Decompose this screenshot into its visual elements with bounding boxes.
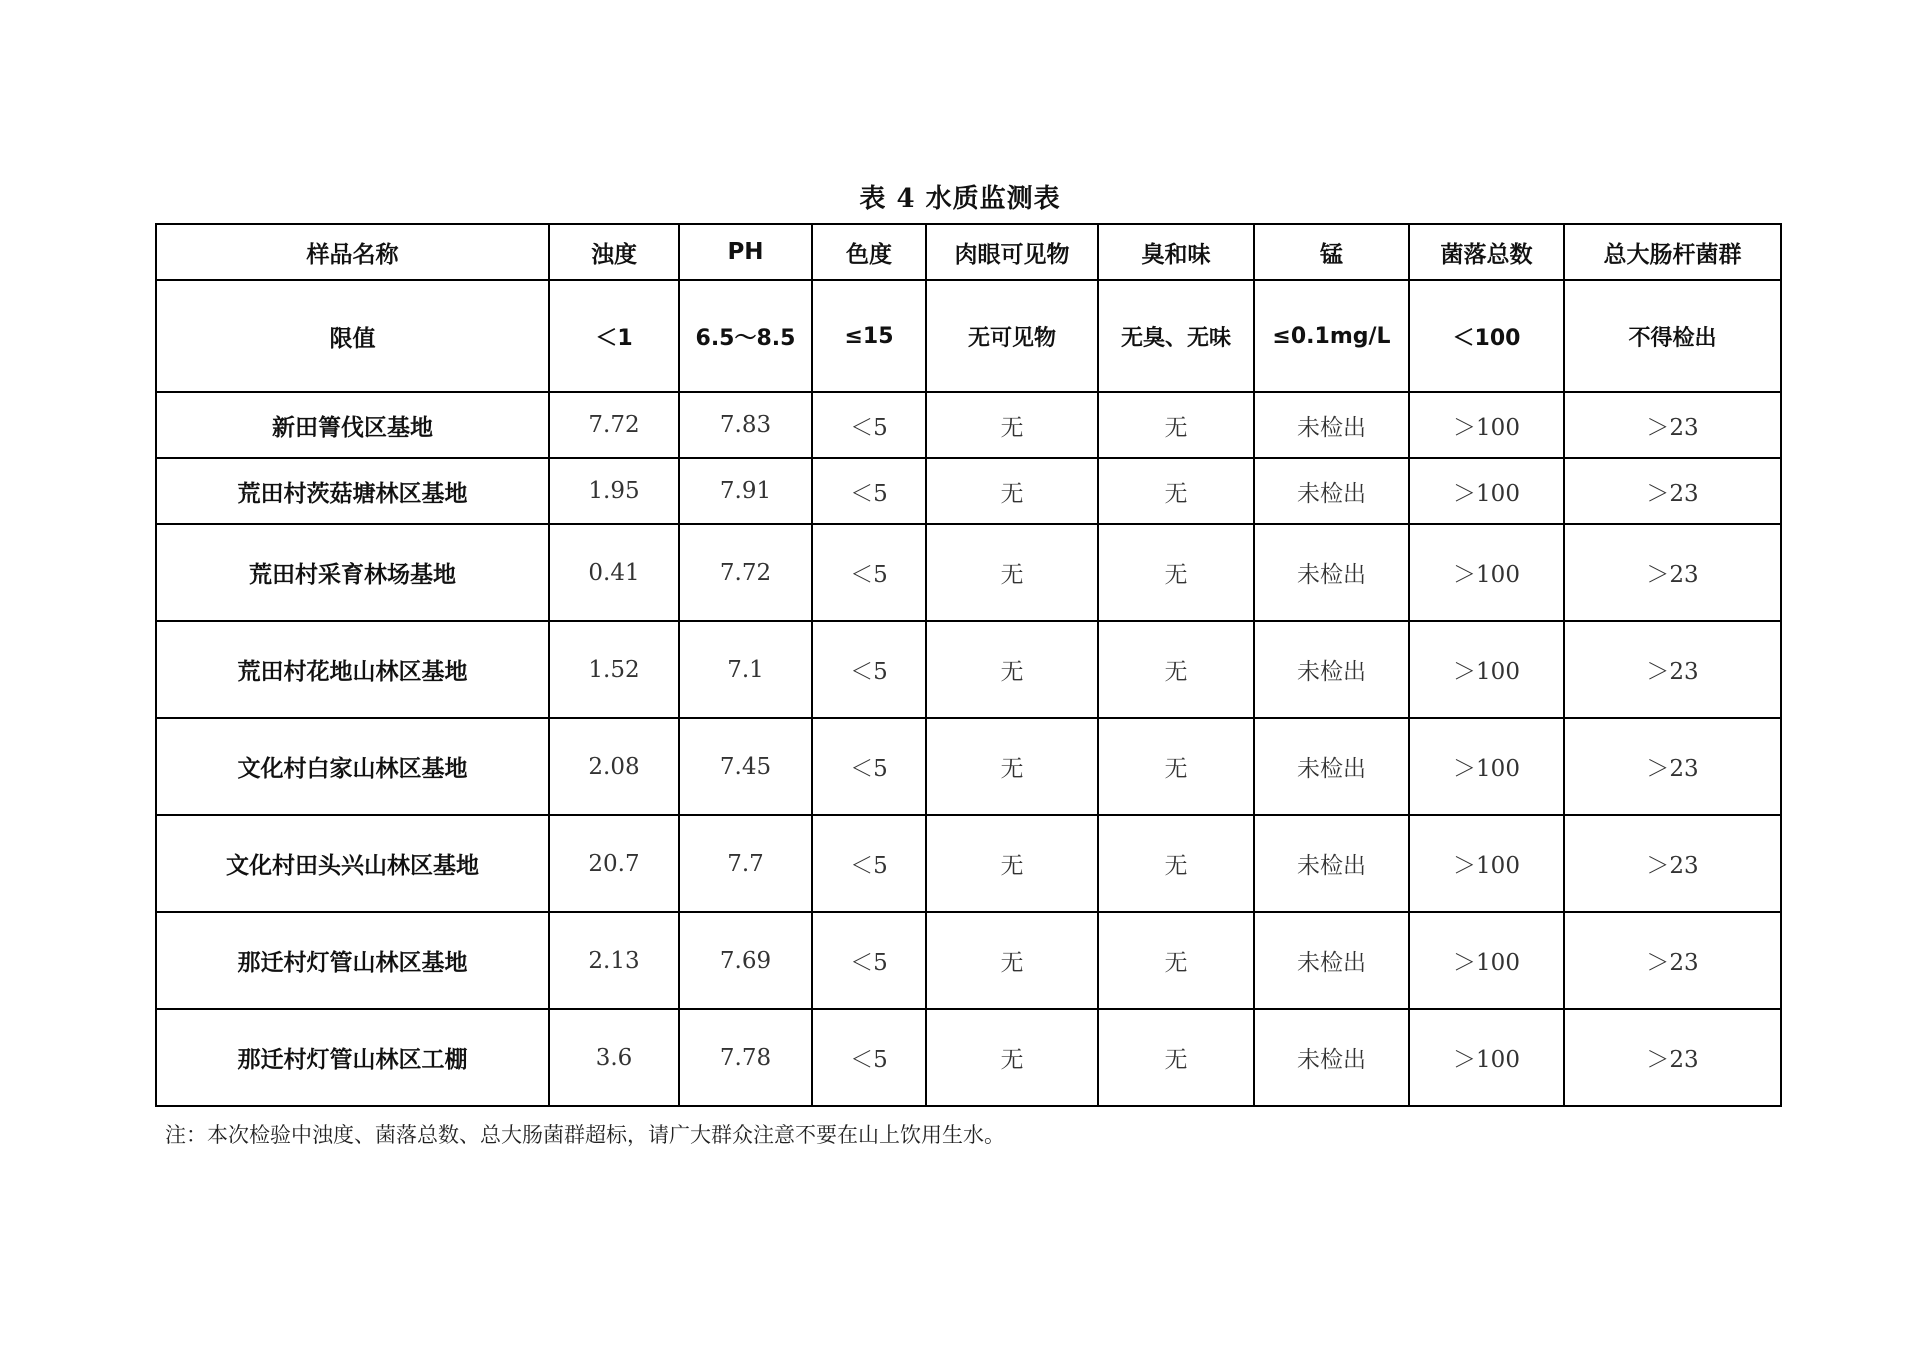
table-cell: 2.13 xyxy=(549,912,679,1009)
table-row xyxy=(156,912,1781,1009)
limit-cell: 不得检出 xyxy=(1564,280,1781,392)
table-cell: 未检出 xyxy=(1254,912,1409,1009)
table-cell: 无 xyxy=(1098,1009,1254,1106)
table-cell: ＞100 xyxy=(1409,1009,1564,1106)
table-cell: 7.69 xyxy=(679,912,812,1009)
sample-name-cell: 文化村白家山林区基地 xyxy=(156,718,549,815)
table-cell: 无 xyxy=(1098,458,1254,524)
table-cell: 2.08 xyxy=(549,718,679,815)
table-cell: ＞100 xyxy=(1409,458,1564,524)
table-cell: 未检出 xyxy=(1254,392,1409,458)
limit-label: 限值 xyxy=(156,280,549,392)
table-cell: ＞100 xyxy=(1409,718,1564,815)
table-cell: 3.6 xyxy=(549,1009,679,1106)
column-header-sample-name: 样品名称 xyxy=(156,224,549,280)
table-cell: 无 xyxy=(1098,718,1254,815)
sample-name-cell: 文化村田头兴山林区基地 xyxy=(156,815,549,912)
limit-cell: 无可见物 xyxy=(926,280,1098,392)
sample-name-cell: 新田箐伐区基地 xyxy=(156,392,549,458)
table-cell: 无 xyxy=(926,815,1098,912)
table-cell: 未检出 xyxy=(1254,1009,1409,1106)
column-header-ph: PH xyxy=(679,224,812,280)
header-row xyxy=(156,224,1781,280)
table-cell: 1.95 xyxy=(549,458,679,524)
sample-name-cell: 荒田村茨菇塘林区基地 xyxy=(156,458,549,524)
limit-cell: ＜100 xyxy=(1409,280,1564,392)
table-cell: 无 xyxy=(926,1009,1098,1106)
table-cell: ＞100 xyxy=(1409,912,1564,1009)
limit-cell: ≤15 xyxy=(812,280,926,392)
table-cell: 无 xyxy=(926,621,1098,718)
table-cell: 未检出 xyxy=(1254,621,1409,718)
column-header-turbidity: 浊度 xyxy=(549,224,679,280)
table-cell: 无 xyxy=(1098,912,1254,1009)
table-row xyxy=(156,392,1781,458)
table-cell: 7.7 xyxy=(679,815,812,912)
table-cell: ＞23 xyxy=(1564,912,1781,1009)
table-cell: ＜5 xyxy=(812,392,926,458)
table-cell: 无 xyxy=(1098,621,1254,718)
table-cell: ＜5 xyxy=(812,718,926,815)
table-cell: 0.41 xyxy=(549,524,679,621)
table-cell: 7.1 xyxy=(679,621,812,718)
table-cell: 无 xyxy=(1098,815,1254,912)
table-cell: 无 xyxy=(926,392,1098,458)
table-cell: 无 xyxy=(926,718,1098,815)
table-row xyxy=(156,1009,1781,1106)
table-cell: 无 xyxy=(1098,524,1254,621)
table-cell: 7.78 xyxy=(679,1009,812,1106)
sample-name-cell: 那迁村灯管山林区工棚 xyxy=(156,1009,549,1106)
table-cell: ＞23 xyxy=(1564,815,1781,912)
column-header-coliforms: 总大肠杆菌群 xyxy=(1564,224,1781,280)
sample-name-cell: 那迁村灯管山林区基地 xyxy=(156,912,549,1009)
table-cell: 未检出 xyxy=(1254,524,1409,621)
table-cell: 7.72 xyxy=(549,392,679,458)
table-cell: 无 xyxy=(926,524,1098,621)
table-cell: ＞23 xyxy=(1564,524,1781,621)
table-cell: ＞100 xyxy=(1409,621,1564,718)
table-cell: 7.45 xyxy=(679,718,812,815)
table-row xyxy=(156,718,1781,815)
limit-row xyxy=(156,280,1781,392)
table-cell: 无 xyxy=(926,912,1098,1009)
sample-name-cell: 荒田村花地山林区基地 xyxy=(156,621,549,718)
table-cell: 1.52 xyxy=(549,621,679,718)
table-cell: ＞100 xyxy=(1409,524,1564,621)
water-quality-table xyxy=(155,223,1782,1107)
sample-name-cell: 荒田村采育林场基地 xyxy=(156,524,549,621)
table-cell: ＞100 xyxy=(1409,392,1564,458)
table-cell: ＞23 xyxy=(1564,458,1781,524)
limit-cell: ≤0.1mg/L xyxy=(1254,280,1409,392)
table-cell: 未检出 xyxy=(1254,718,1409,815)
table-row xyxy=(156,524,1781,621)
table-cell: ＜5 xyxy=(812,815,926,912)
table-cell: 无 xyxy=(926,458,1098,524)
table-cell: ＞100 xyxy=(1409,815,1564,912)
table-cell: ＜5 xyxy=(812,912,926,1009)
limit-cell: ＜1 xyxy=(549,280,679,392)
table-cell: ＞23 xyxy=(1564,718,1781,815)
table-cell: 无 xyxy=(1098,392,1254,458)
table-cell: 20.7 xyxy=(549,815,679,912)
table-cell: 未检出 xyxy=(1254,815,1409,912)
table-cell: 7.72 xyxy=(679,524,812,621)
table-cell: 7.83 xyxy=(679,392,812,458)
table-row xyxy=(156,458,1781,524)
table-cell: ＜5 xyxy=(812,621,926,718)
table-cell: 未检出 xyxy=(1254,458,1409,524)
table-cell: ＜5 xyxy=(812,524,926,621)
table-title: 表 4 水质监测表 xyxy=(859,184,1061,214)
limit-cell: 6.5～8.5 xyxy=(679,280,812,392)
column-header-colony-count: 菌落总数 xyxy=(1409,224,1564,280)
column-header-manganese: 锰 xyxy=(1254,224,1409,280)
table-cell: ＞23 xyxy=(1564,1009,1781,1106)
limit-cell: 无臭、无味 xyxy=(1098,280,1254,392)
footnote: 注：本次检验中浊度、菌落总数、总大肠菌群超标，请广大群众注意不要在山上饮用生水。 xyxy=(165,1123,1005,1147)
table-cell: ＞23 xyxy=(1564,621,1781,718)
table-cell: ＜5 xyxy=(812,458,926,524)
column-header-odor-taste: 臭和味 xyxy=(1098,224,1254,280)
table-row xyxy=(156,621,1781,718)
table-cell: ＜5 xyxy=(812,1009,926,1106)
table-cell: ＞23 xyxy=(1564,392,1781,458)
column-header-chroma: 色度 xyxy=(812,224,926,280)
column-header-visible-matter: 肉眼可见物 xyxy=(926,224,1098,280)
table-row xyxy=(156,815,1781,912)
table-cell: 7.91 xyxy=(679,458,812,524)
